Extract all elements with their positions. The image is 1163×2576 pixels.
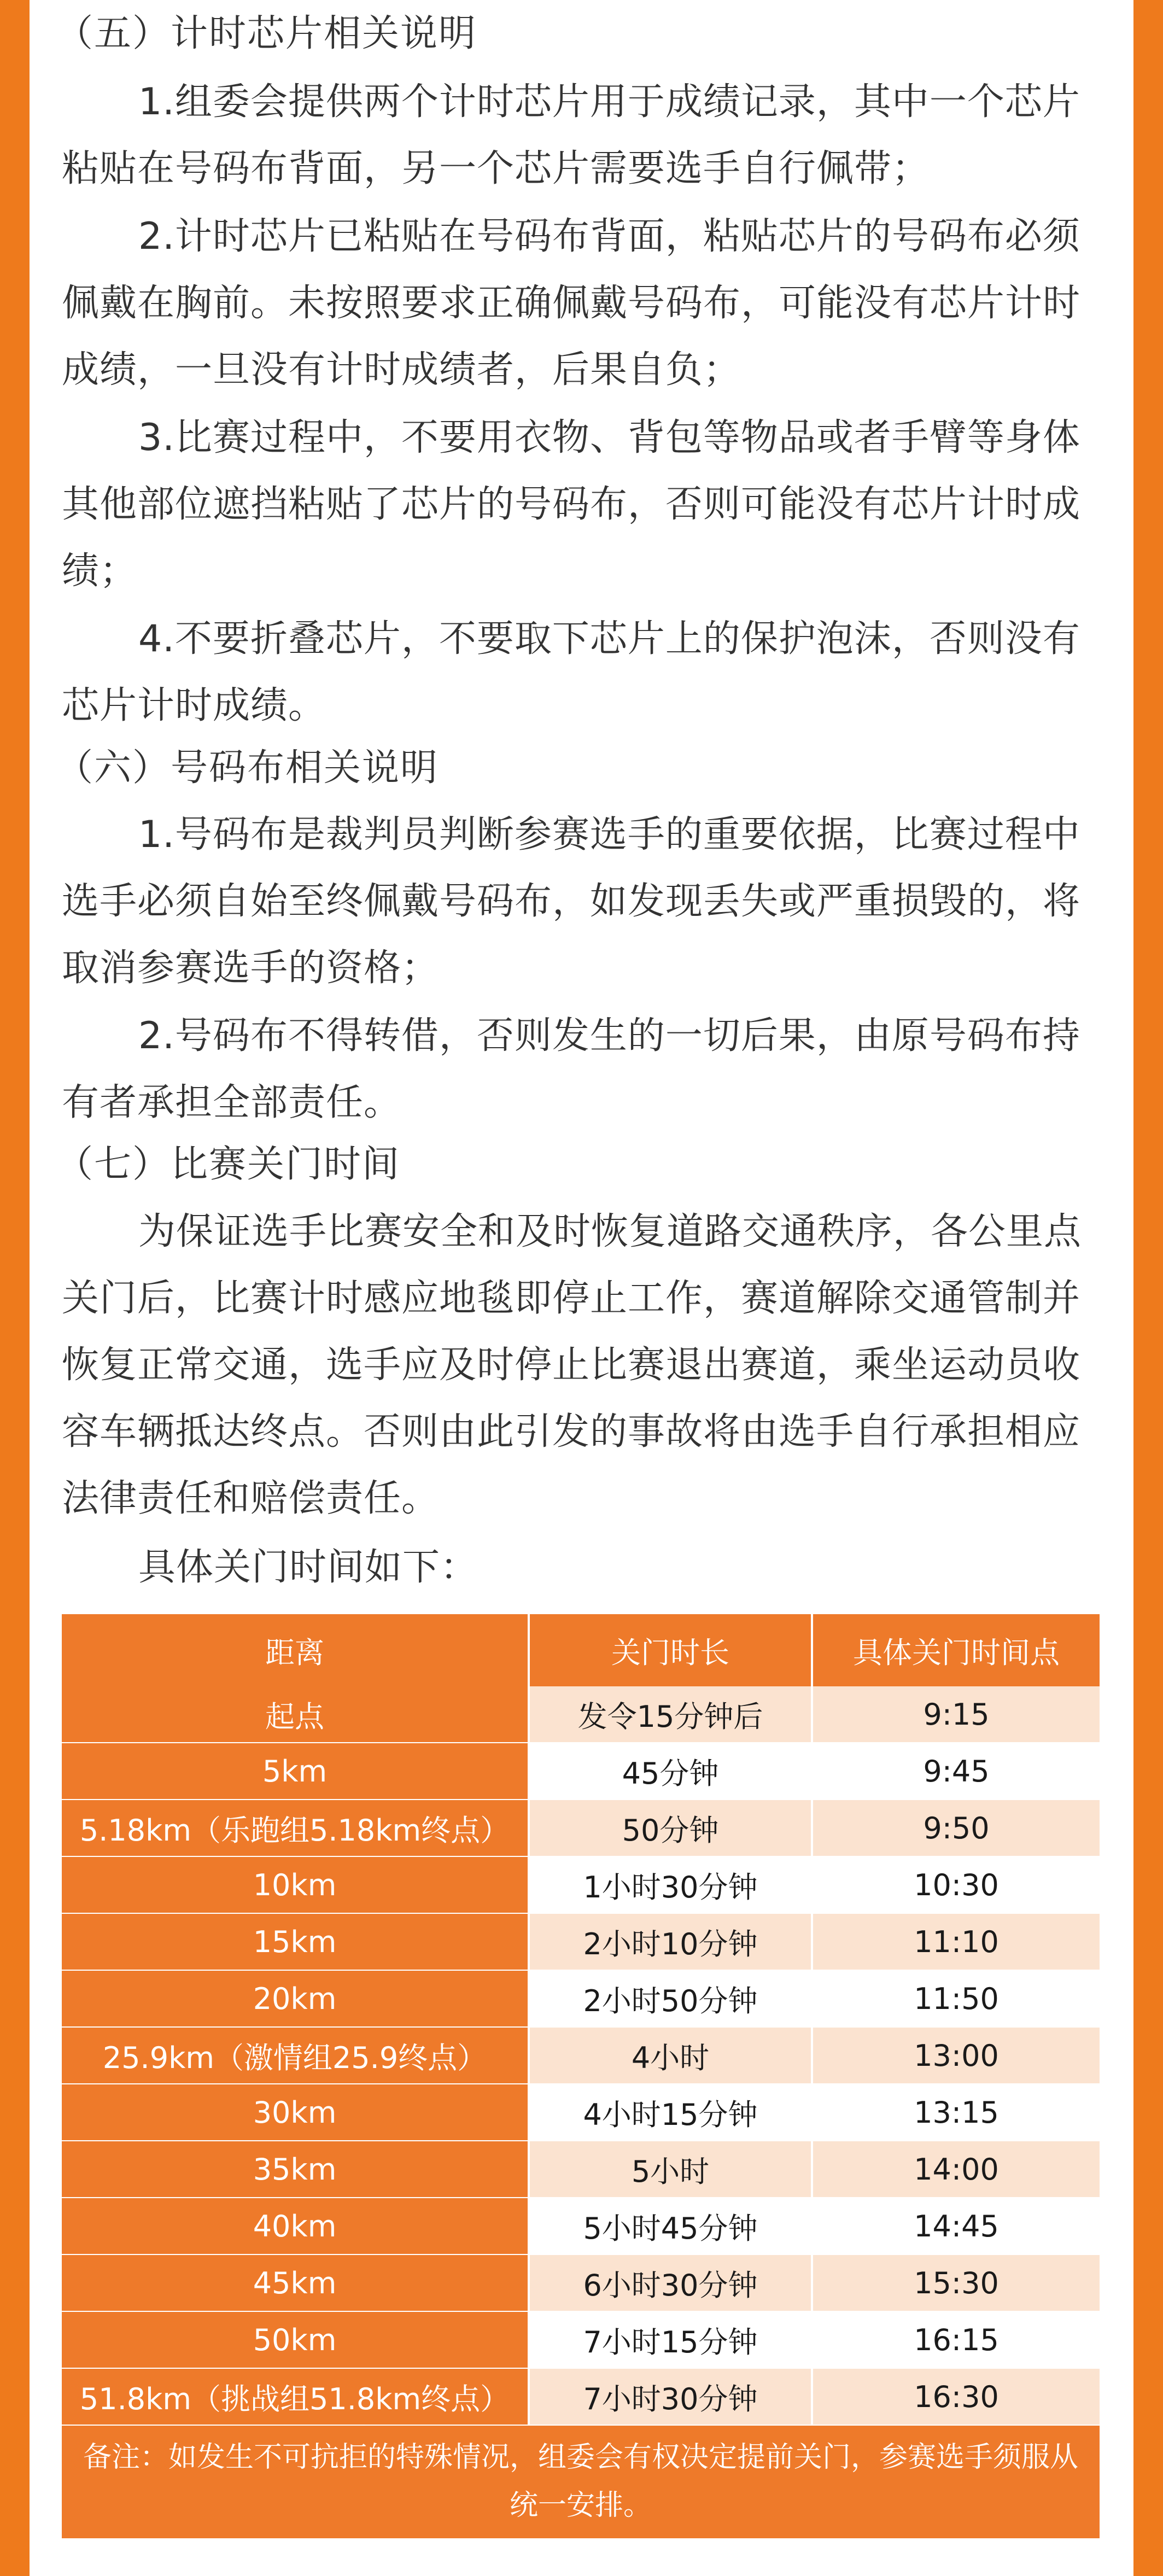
section-heading-chip: （五）计时芯片相关说明: [56, 12, 477, 55]
row-duration: 1小时30分钟: [530, 1857, 813, 1913]
header-time: 具体关门时间点: [813, 1614, 1100, 1686]
row-distance: 51.8km（挑战组51.8km终点）: [62, 2369, 530, 2425]
row-distance: 5km: [62, 1743, 530, 1799]
table-row: [62, 2028, 1100, 2084]
row-distance: 起点: [62, 1686, 530, 1742]
table-row: [62, 1800, 1100, 1857]
row-duration: 4小时: [530, 2028, 813, 2083]
row-duration: 5小时45分钟: [530, 2198, 813, 2254]
header-duration: 关门时长: [530, 1614, 813, 1686]
row-time: 13:00: [813, 2028, 1100, 2083]
row-duration: 发令15分钟后: [530, 1686, 813, 1742]
row-duration: 6小时30分钟: [530, 2255, 813, 2311]
table-row: [62, 2255, 1100, 2312]
cutoff-paragraph-2: 具体关门时间如下：: [138, 1546, 478, 1589]
row-time: 14:00: [813, 2141, 1100, 2197]
cutoff-paragraph-1: 为保证选手比赛安全和及时恢复道路交通秩序，各公里点关门后，比赛计时感应地毯即停止工作，赛道解除交通管制并恢复正常交通，选手应及时停止比赛退出赛道，乘坐运动员收容车辆抵达终点。否则由此引发的事故将由选手自行承担相应法律责任和赔偿责任。: [62, 1210, 1082, 1520]
table-row: [62, 1686, 1100, 1743]
chip-paragraph-2: 2.计时芯片已粘贴在号码布背面，粘贴芯片的号码布必须佩戴在胸前。未按照要求正确佩戴号码布，可能没有芯片计时成绩，一旦没有计时成绩者，后果自负；: [62, 215, 1081, 392]
bib-paragraph-2: 2.号码布不得转借，否则发生的一切后果，由原号码布持有者承担全部责任。: [62, 1014, 1080, 1124]
row-time: 9:50: [813, 1800, 1100, 1856]
table-row: [62, 2141, 1100, 2198]
row-duration: 2小时10分钟: [530, 1914, 813, 1970]
row-time: 13:15: [813, 2084, 1100, 2140]
table-row: [62, 2198, 1100, 2255]
row-time: 16:15: [813, 2312, 1100, 2368]
row-distance: 35km: [62, 2141, 530, 2197]
table-row: [62, 1857, 1100, 1914]
row-time: 10:30: [813, 1857, 1100, 1913]
table-note: 备注：如发生不可抗拒的特殊情况，组委会有权决定提前关门，参赛选手须服从统一安排。: [62, 2426, 1100, 2538]
row-time: 9:45: [813, 1743, 1100, 1799]
row-time: 11:50: [813, 1971, 1100, 2026]
row-duration: 7小时15分钟: [530, 2312, 813, 2368]
row-duration: 45分钟: [530, 1743, 813, 1799]
table-row: [62, 2084, 1100, 2141]
row-distance: 40km: [62, 2198, 530, 2254]
row-duration: 4小时15分钟: [530, 2084, 813, 2140]
table-row: [62, 1971, 1100, 2028]
row-time: 11:10: [813, 1914, 1100, 1970]
row-distance: 45km: [62, 2255, 530, 2311]
row-distance: 20km: [62, 1971, 530, 2026]
row-distance: 10km: [62, 1857, 530, 1913]
section-heading-bib: （六）号码布相关说明: [56, 746, 439, 790]
row-duration: 5小时: [530, 2141, 813, 2197]
table-row: [62, 2369, 1100, 2426]
row-time: 14:45: [813, 2198, 1100, 2254]
chip-paragraph-4: 4.不要折叠芯片，不要取下芯片上的保护泡沫，否则没有芯片计时成绩。: [62, 617, 1080, 727]
chip-paragraph-1: 1.组委会提供两个计时芯片用于成绩记录，其中一个芯片粘贴在号码布背面，另一个芯片需要选手自行佩带；: [62, 80, 1080, 190]
row-duration: 7小时30分钟: [530, 2369, 813, 2425]
table-header-row: [62, 1614, 1100, 1686]
table-row: [62, 2312, 1100, 2369]
row-duration: 50分钟: [530, 1800, 813, 1856]
row-time: 15:30: [813, 2255, 1100, 2311]
row-distance: 30km: [62, 2084, 530, 2140]
row-distance: 25.9km（激情组25.9终点）: [62, 2028, 530, 2083]
row-distance: 5.18km（乐跑组5.18km终点）: [62, 1800, 530, 1856]
row-time: 16:30: [813, 2369, 1100, 2425]
row-duration: 2小时50分钟: [530, 1971, 813, 2026]
row-distance: 15km: [62, 1914, 530, 1970]
row-time: 9:15: [813, 1686, 1100, 1742]
bib-paragraph-1: 1.号码布是裁判员判断参赛选手的重要依据，比赛过程中选手必须自始至终佩戴号码布，如发现丢失或严重损毁的，将取消参赛选手的资格；: [62, 813, 1081, 990]
table-row: [62, 1914, 1100, 1971]
header-distance: 距离: [62, 1614, 530, 1686]
section-heading-cutoff: （七）比赛关门时间: [56, 1143, 401, 1186]
row-distance: 50km: [62, 2312, 530, 2368]
table-row: [62, 1743, 1100, 1800]
chip-paragraph-3: 3.比赛过程中，不要用衣物、背包等物品或者手臂等身体其他部位遮挡粘贴了芯片的号码布，否则可能没有芯片计时成绩；: [62, 416, 1081, 593]
cutoff-time-table: [62, 1614, 1100, 2538]
